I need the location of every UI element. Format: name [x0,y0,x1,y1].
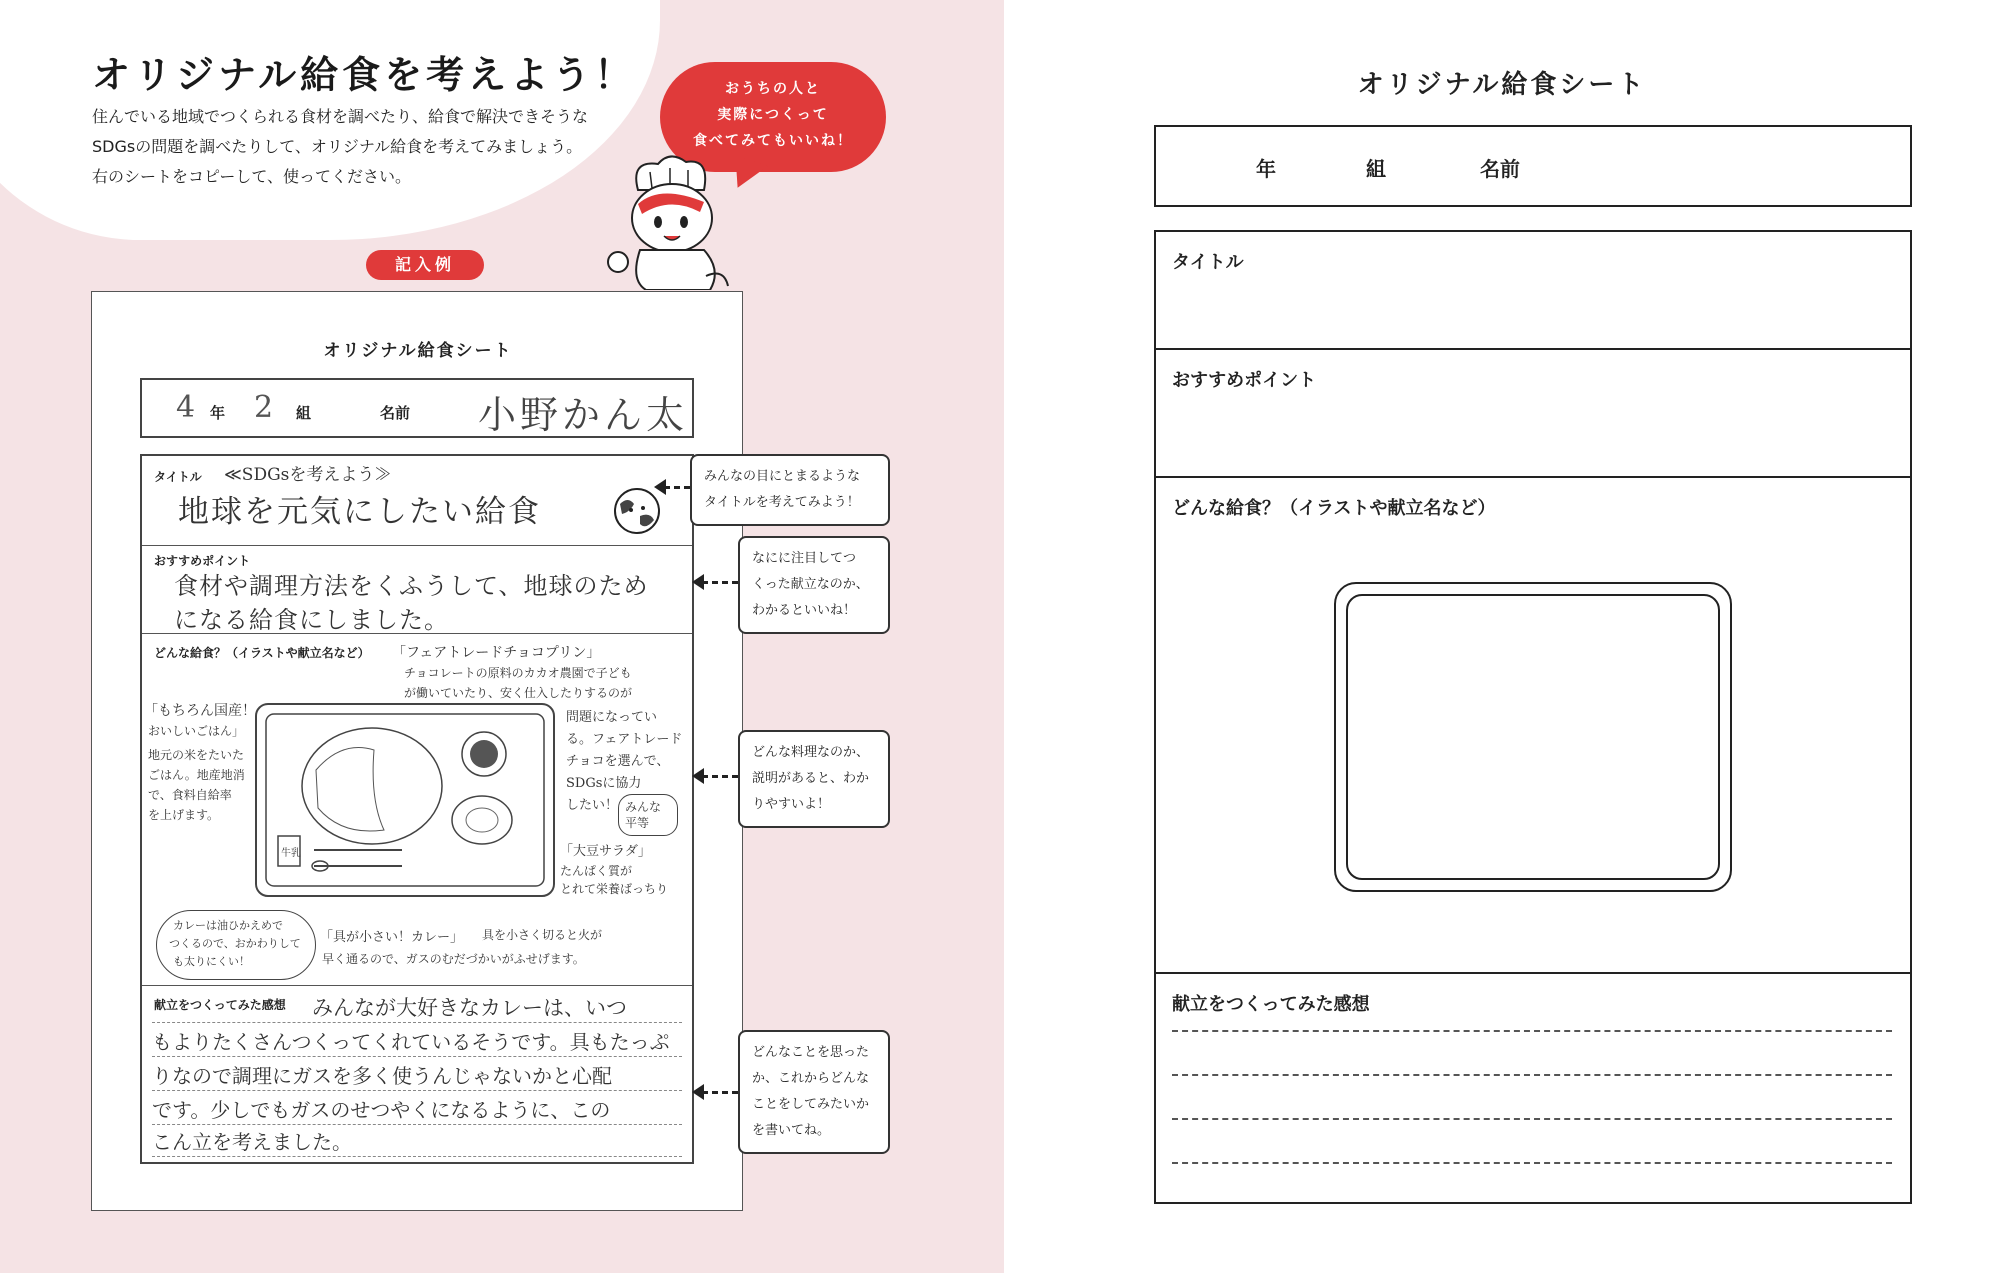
point-label: おすすめポイント [154,554,251,568]
rice-title: 「もちろん国産！ [144,703,256,719]
arrow-line [664,486,690,489]
impression-line: みんなが大好きなカレーは、いつ [312,996,627,1020]
menu-label: どんな給食？（イラストや献立名など） [1172,498,1496,519]
blank-menu-section[interactable] [1156,478,1910,974]
callout-line: わかるといいね！ [752,603,857,618]
title-label: タイトル [1172,252,1244,273]
callout-line: 説明があると、わか [752,771,870,786]
dessert-title: 「フェアトレードチョコプリン」 [392,645,601,661]
writing-line [1172,1162,1892,1164]
class-value: 2 [254,390,274,425]
callout-line: どんな料理なのか、 [752,745,870,760]
curry-note: 早く通るので、ガスのむだづかいがふせげます。 [322,952,585,966]
callout-line: どんなことを思った [752,1045,870,1060]
impression-label: 献立をつくってみた感想 [154,998,286,1012]
intro-line: SDGsの問題を調べたりして、オリジナル給食を考えてみましょう。 [92,137,583,156]
writing-line [1172,1030,1892,1032]
salad-title: 「大豆サラダ」 [560,844,651,859]
intro-line: 住んでいる地域でつくられる食材を調べたり、給食で解決できそうな [92,107,589,126]
callout-impression-tip [738,1030,890,1154]
salad-note: たんぱく質が [560,864,633,878]
page-title: オリジナル給食を考えよう！ [92,53,637,97]
callout-line: ことをしてみたいか [752,1097,870,1112]
intro-line: 右のシートをコピーして、使ってください。 [92,167,412,186]
example-sheet-title: オリジナル給食シート [323,341,513,361]
class-label: 組 [296,404,312,422]
milk-label: 牛乳 [281,848,301,859]
callout-title-tip [690,454,890,526]
writing-line [1172,1074,1892,1076]
title-subtitle: ≪SDGsを考えよう≫ [224,465,392,485]
dessert-note: したい！ [566,798,619,813]
curry-title: 「具が小さい！カレー」 [320,930,464,945]
arrow-line [702,775,738,778]
point-line: になる給食にしました。 [174,606,449,634]
salad-note: とれて栄養ばっちり [560,882,669,896]
dessert-note: チョコを選んで、 [566,754,670,769]
blank-point-section[interactable] [1156,350,1910,478]
dessert-note: 問題になってい [566,710,658,725]
impression-line: りなので調理にガスを多く使うんじゃないかと心配 [152,1064,612,1088]
rice-note: ごはん。地産地消 [148,768,245,782]
example-form-body [140,454,694,1164]
callout-line: くった献立なのか、 [752,577,869,592]
curry-bubble-line: カレーは油ひかえめで [173,919,283,932]
curry-note: 具を小さく切ると火が [482,928,603,942]
drawing-frame-inner [1346,594,1720,880]
curry-bubble [156,910,316,980]
writing-line [1172,1118,1892,1120]
impression-line: こん立を考えました。 [152,1130,352,1154]
callout-point-tip [738,536,890,634]
rice-subtitle: おいしいごはん」 [148,724,245,738]
student-name: 小野かん太 [478,393,689,437]
rice-note: を上げます。 [148,808,220,822]
callout-line: か、これからどんな [752,1071,870,1086]
blank-impression-section[interactable] [1156,974,1910,1202]
blank-sheet-title: オリジナル給食シート [1357,70,1647,100]
point-label: おすすめポイント [1172,370,1317,391]
callout-line: みんなの目にとまるような [704,469,861,484]
curry-bubble-line: つくるので、おかわりして [169,937,301,950]
arrow-line [702,581,738,584]
point-line: 食材や調理方法をくふうして、地球のため [174,572,649,600]
curry-bubble-line: も太りにくい！ [173,955,250,968]
arrow-line [702,1091,738,1094]
example-sheet [91,291,743,1211]
example-menu-section [142,634,692,986]
dessert-note: チョコレートの原料のカカオ農園で子ども [404,666,632,680]
dessert-note: が働いていたり、安く仕入したりするのが [404,686,633,700]
example-impression-section [142,986,692,1162]
grade-label: 年 [1256,157,1276,181]
callout-menu-tip [738,730,890,828]
title-label: タイトル [154,470,202,484]
example-title-section [142,456,692,546]
example-point-section [142,546,692,634]
menu-label: どんな給食？（イラストや献立名など） [154,646,370,660]
impression-line: です。少しでもガスのせつやくになるように、この [152,1098,611,1122]
callout-line: なにに注目してつ [752,551,857,566]
class-label: 組 [1366,157,1386,181]
name-label: 名前 [1480,157,1520,181]
meal-tray-illustration [252,700,558,900]
dessert-bubble: みんな平等 [618,794,678,836]
title-value: 地球を元気にしたい給食 [178,494,541,530]
intro-text [92,102,612,192]
callout-line: りやすいよ！ [752,797,831,812]
chef-character-icon [600,150,750,290]
example-name-row [140,378,694,438]
blank-form [1154,230,1912,1204]
rice-note: 地元の米をたいた [148,748,245,762]
speech-line: 実際につくって [717,107,829,123]
dessert-note: る。フェアトレード [566,732,683,747]
example-badge: 記入例 [366,250,484,280]
drawing-frame [1334,582,1732,892]
grade-label: 年 [210,404,226,422]
grade-value: 4 [176,390,196,425]
blank-title-section[interactable] [1156,232,1910,350]
callout-line: を書いてね。 [752,1123,831,1138]
callout-line: タイトルを考えてみよう！ [704,495,860,510]
rice-note: で、食料自給率 [148,788,232,802]
dessert-note: SDGsに協力 [566,776,642,791]
speech-line: 食べてみてもいいね！ [693,133,853,149]
speech-line: おうちの人と [725,81,821,97]
impression-line: もよりたくさんつくってくれているそうです。具もたっぷ [152,1030,670,1054]
name-label: 名前 [380,404,411,422]
impression-label: 献立をつくってみた感想 [1172,994,1370,1015]
right-page [1004,0,2000,1273]
blank-name-row [1154,125,1912,207]
